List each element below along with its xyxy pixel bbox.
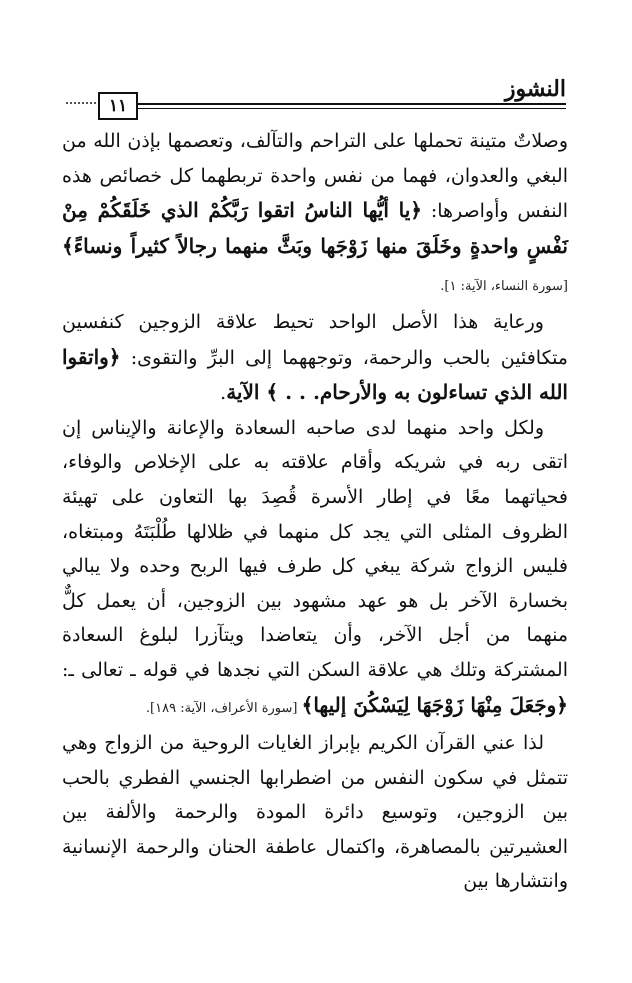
- page-number: ١١: [98, 92, 138, 120]
- paragraph: [62, 305, 568, 411]
- quran-verse: ﴿واتقوا الله الذي تساءلون به والأرحام. . . ﴾ الآية: [62, 344, 568, 405]
- quran-verse: ﴿يا أيُّها الناسُ اتقوا رَبَّكُمْ الذي خَلَقَكُمْ مِنْ نَفْسٍ واحدةٍ وخَلَقَ منها زَوْجَها وبَثَّ منهما رجالاً كثيراً ونساءً﴾: [62, 198, 568, 258]
- verse-reference: [سورة الأعراف، الآية: ١٨٩].: [145, 700, 302, 716]
- paragraph-text: ورعاية هذا الأصل الواحد تحيط علاقة الزوجين كنفسين متكافئين بالحب والرحمة، وتوجههما إلى البرِّ والتقوى:: [62, 310, 568, 369]
- body-text: [62, 124, 568, 899]
- paragraph: [62, 124, 568, 305]
- verse-reference: [سورة النساء، الآية: ١].: [440, 279, 568, 295]
- paragraph-text: ولكل واحد منهما لدى صاحبه السعادة والإعانة والإيناس إن اتقى ربه في شريكه وأقام علاقته به على الإخلاص والوفاء، فحياتهما معًا في إطار الأسرة قُصِدَ بها التعاون على تهيئة الظروف المثلى التي يجد كل منهما في ظلالها طُلْبَتَهُ ومبتغاه، فليس الزواج شركة يبغي كل طرف فيها الربح وحده ولا يبالي بخسارة الآخر بل هو عهد مشهود بين الزوجين، أن يعمل كلٌّ منهما من أجل الآخر، وأن يتعاضدا ويتآزرا لبلوغ السعادة المشتركة وتلك هي علاقة السكن التي نجدها في قوله ـ تعالى ـ:: [62, 416, 568, 681]
- quran-verse: ﴿وجَعَلَ مِنْهَا زَوْجَهَا لِيَسْكُنَ إليها﴾: [301, 692, 568, 717]
- paragraph-text: .: [220, 382, 227, 405]
- page-header: [66, 70, 566, 120]
- paragraph-text: وصلاتٌ متينة تحملها على التراحم والتآلف، وتعصمها بإذن الله من البغي والعدوان، فهما من نفس واحدة تربطهما كل خصائص هذه النفس وأواصرها:: [62, 130, 568, 223]
- paragraph-text: لذا عني القرآن الكريم بإبراز الغايات الروحية من الزواج وهي تتمثل في سكون النفس من اضطرابها الجنسي الفطري بالحب بين الزوجين، وتوسيع دائرة المودة والرحمة والألفة بين العشيرتين بالمصاهرة، واكتمال عاطفة الحنان والرحمة الإنسانية وانتشارها بين: [62, 732, 568, 893]
- header-rule: [138, 103, 566, 105]
- header-rule-thin: [138, 108, 566, 109]
- paragraph: [62, 411, 568, 726]
- running-title: النشوز: [504, 76, 566, 102]
- paragraph: [62, 726, 568, 899]
- header-dotted-rule: [66, 102, 96, 104]
